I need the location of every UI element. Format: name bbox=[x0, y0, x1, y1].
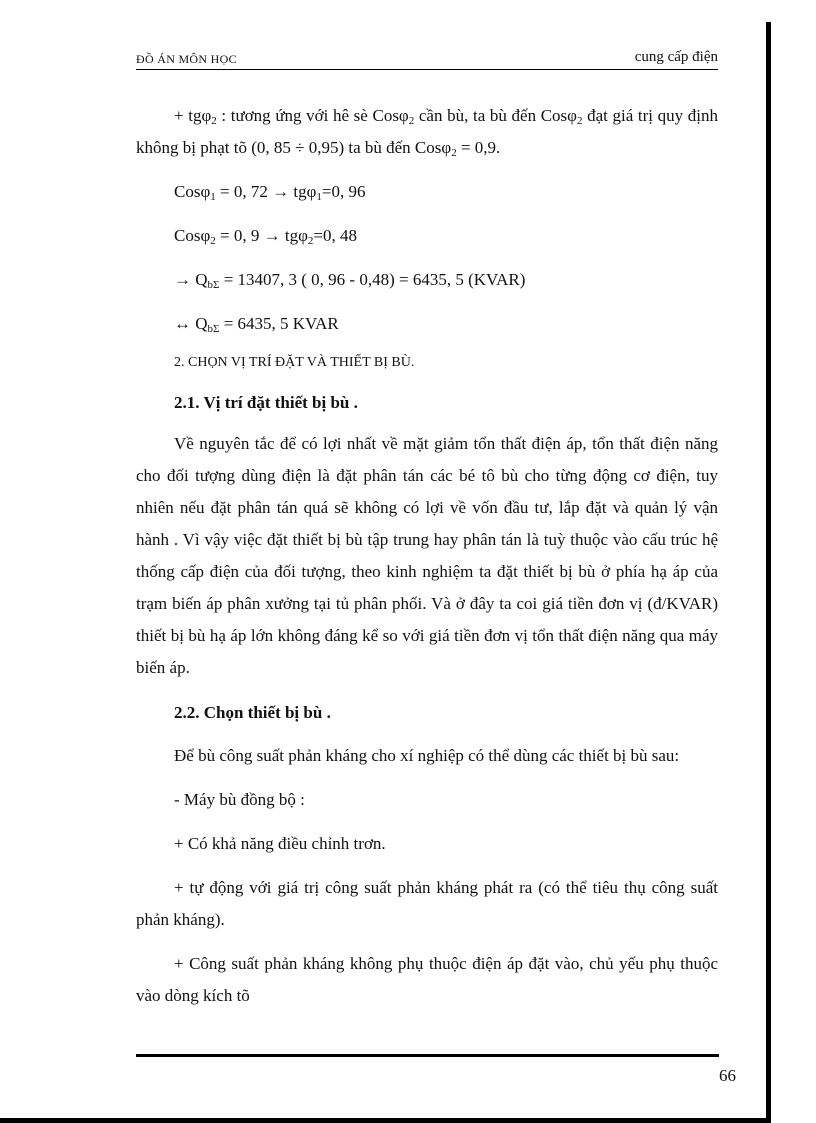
paragraph-compensation-intro: Để bù công suất phản kháng cho xí nghiệp có thể dùng các thiết bị bù sau: bbox=[174, 746, 680, 765]
footer-rule bbox=[136, 1054, 719, 1057]
equation-cos-phi-2: Cosφ$_2$ = 0, 9 → tgφ$_2$=0, 48 bbox=[174, 226, 357, 247]
equation-cos-phi-1: Cosφ$_1$ = 0, 72 → tgφ$_1$=0, 96 bbox=[174, 182, 366, 203]
equation-qb-result: ↔ $Q_{b\Sigma} = 6435$, 5 KVAR bbox=[174, 314, 339, 335]
subsection-heading-2-1: 2.1. Vị trí đặt thiết bị bù . bbox=[174, 393, 358, 412]
list-item-automatic: + tự động với giá trị công suất phản kháng phát ra (có thể tiêu thụ công suất phản kháng). bbox=[136, 878, 718, 929]
list-item-smooth-control: + Có khả năng điều chỉnh trơn. bbox=[174, 834, 386, 853]
header-left: ĐỒ ÁN MÔN HỌC bbox=[136, 52, 237, 66]
section-title: 2. CHỌN VỊ TRÍ ĐẶT VÀ THIẾT BỊ BÙ. bbox=[174, 355, 415, 370]
page-content bbox=[136, 100, 718, 1012]
equation-qb-total: → $Q_{b\Sigma} = 13407$, 3 ( 0, 96 - 0,48) = 6435, 5 (KVAR) bbox=[174, 270, 526, 291]
page-frame-bottom bbox=[0, 1118, 771, 1123]
paragraph-cos-phi-2: + tgφ$_2$ : tương ứng với hê sè Cosφ$_2$ cần bù, ta bù đến Cosφ$_2$ đạt giá trị quy định không bị phạt tõ (0, 85 ÷ 0,95) ta bù đến Cosφ$_2$ = 0,9. bbox=[136, 106, 718, 159]
page-number: 66 bbox=[719, 1066, 736, 1085]
list-item-synchronous-compensator: - Máy bù đồng bộ : bbox=[174, 790, 305, 809]
subsection-heading-2-2: 2.2. Chọn thiết bị bù . bbox=[174, 703, 331, 722]
page-frame-right bbox=[766, 22, 771, 1123]
header-right: cung cấp điện bbox=[634, 49, 718, 65]
header-rule bbox=[136, 69, 718, 70]
paragraph-placement: Về nguyên tắc để có lợi nhất về mặt giảm tổn thất điện áp, tổn thất điện năng cho đối tượng dùng điện là đặt phân tán các bé tô bù cho từng động cơ điện, tuy nhiên nếu đặt phân tán quá sẽ không có lợi về vốn đầu tư, lắp đặt và quản lý vận hành . Vì vậy việc đặt thiết bị bù tập trung hay phân tán là tuỳ thuộc vào cấu trúc hệ thống cấp điện của đối tượng, theo kinh nghiệm ta đặt thiết bị bù ở phía hạ áp của trạm biến áp phân xưởng tại tủ phân phối. Và ở đây ta coi giá tiền đơn vị (đ/KVAR) thiết bị bù hạ áp lớn không đáng kể so với giá tiền đơn vị tổn thất điện năng qua máy biến áp. bbox=[136, 434, 718, 677]
list-item-voltage-independence: + Công suất phản kháng không phụ thuộc điện áp đặt vào, chủ yếu phụ thuộc vào dòng kích tõ bbox=[136, 954, 718, 1005]
